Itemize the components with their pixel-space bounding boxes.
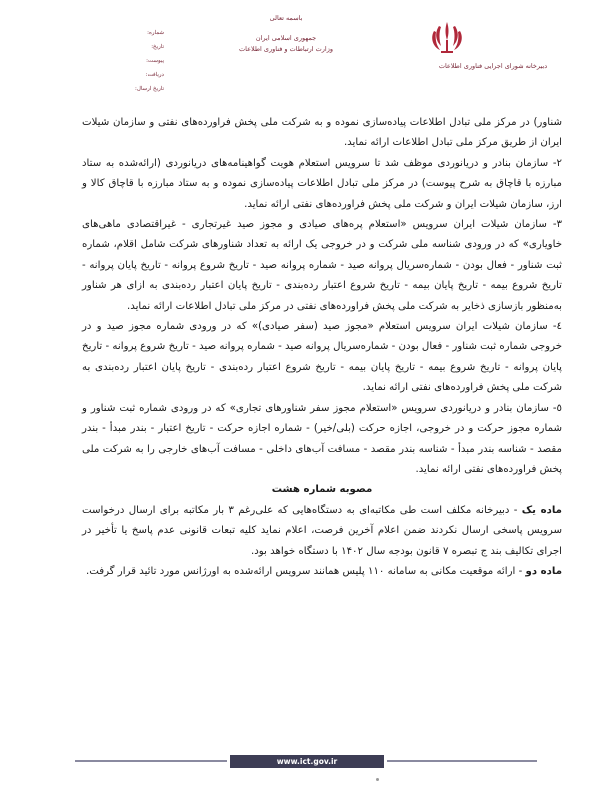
intro-paragraph: شناور) در مرکز ملی تبادل اطلاعات پیاده‌سازی نموده و به شرکت ملی پخش فراورده‌های نفتی و سازمان شیلات ایران از طریق مرکز ملی تبادل اطلاعات ارائه نماید. bbox=[82, 117, 562, 149]
letterhead bbox=[0, 0, 612, 110]
iran-emblem-icon bbox=[427, 18, 467, 58]
footer-rule-left bbox=[75, 760, 227, 762]
document-body bbox=[82, 113, 562, 582]
page-marker bbox=[376, 778, 379, 781]
article-1-text: - دبیرخانه مکلف است طی مکاتبه‌ای به دستگاه‌هایی که علی‌رغم ۳ بار مکاتبه برای ارسال درخواست سرویس پاسخی ارسال نکردند ضمن اعلام آخرین فرصت، اعلام نماید کلیه تبعات قانونی عدم پاسخ یا تأخیر در اجرای تکالیف بند ج تبصره ۷ قانون بودجه سال ۱۴۰۲ با دستگاه خواهد بود. bbox=[82, 504, 562, 557]
article-1-label: ماده یک bbox=[521, 504, 562, 516]
article-1 bbox=[82, 501, 562, 562]
article-2 bbox=[82, 562, 562, 582]
meta-received: دریافت: bbox=[145, 72, 164, 78]
item-3: ۳- سازمان شیلات ایران سرویس «استعلام پره‌های صیادی و مجوز صید غیرتجاری - غیراقتصادی ماهی‌های خاویاری» که در ورودی شناسه ملی شرکت و در خروجی یک ارائه به تعداد شناورهای شرکت شامل اقلام، شماره ثبت شناور - فعال بودن - شماره‌سریال پروانه صید - شماره پروانه صید - تاریخ شروع پروانه - تاریخ پایان پروانه - تاریخ شروع بیمه - تاریخ پایان بیمه - تاریخ شروع اعتبار رده‌بندی - تاریخ پایان اعتبار رده‌بندی به ازای هر شناور به‌منظور بازسازی ذخایر به شرکت ملی پخش فراورده‌های نفتی در مرکز ملی تبادل اطلاعات ارائه نماید. bbox=[82, 219, 562, 312]
meta-date: تاریخ: bbox=[151, 44, 164, 50]
meta-number: شماره: bbox=[147, 30, 164, 36]
item-4: ٤- سازمان شیلات ایران سرویس استعلام «مجوز صید (سفر صیادی)» که در ورودی شماره مجوز صید و در خروجی شماره ثبت شناور - فعال بودن - شماره‌سریال پروانه صید - شماره پروانه صید - تاریخ شروع پروانه - تاریخ پایان پروانه - تاریخ شروع بیمه - تاریخ پایان بیمه - تاریخ شروع اعتبار رده‌بندی - تاریخ پایان اعتبار رده‌بندی به شرکت ملی پخش فراورده‌های نفتی ارائه نماید. bbox=[82, 321, 562, 394]
section-heading: مصوبه شماره هشت bbox=[271, 484, 373, 496]
article-2-label: ماده دو bbox=[525, 565, 562, 577]
basmala: باسمه تعالی bbox=[269, 14, 303, 22]
letter-meta bbox=[118, 30, 164, 100]
meta-send-date: تاریخ ارسال: bbox=[134, 86, 164, 92]
item-5: ٥- سازمان بنادر و دریانوردی سرویس «استعلام مجوز سفر شناورهای تجاری» که در ورودی شماره ثبت شناور و شماره مجوز حرکت و در خروجی، اجازه حرکت (بلی/خیر) - شماره اجازه حرکت - تاریخ اعتبار - بندر مبدأ - بندر مقصد - شناسه بندر مبدأ - شناسه بندر مقصد - مسافت آب‌های داخلی - مسافت آب‌های خارجی را به شرکت ملی پخش فراورده‌های نفتی ارائه نماید. bbox=[82, 402, 562, 475]
council-name: دبیرخانه شورای اجرایی فناوری اطلاعات bbox=[438, 62, 548, 70]
footer-rule-right bbox=[387, 760, 537, 762]
meta-attachment: پیوست: bbox=[146, 58, 164, 64]
website-link[interactable]: www.ict.gov.ir bbox=[230, 755, 384, 768]
republic-name: جمهوری اسلامی ایران bbox=[255, 34, 317, 42]
item-2: ۲- سازمان بنادر و دریانوردی موظف شد تا سرویس استعلام هویت گواهینامه‌های دریانوردی (ارائه‌شده به ستاد مبارزه با قاچاق به شرح پیوست) در مرکز ملی تبادل اطلاعات پیاده‌سازی نموده و به ستاد مبارزه با قاچاق کالا و ارز، سازمان شیلات ایران و شرکت ملی پخش فراورده‌های نفتی ارائه نماید. bbox=[82, 157, 562, 210]
article-2-text: - ارائه موقعیت مکانی به سامانه ۱۱۰ پلیس همانند سرویس ارائه‌شده به اورژانس مورد تائید قرار گرفت. bbox=[85, 565, 526, 577]
header-center bbox=[216, 14, 356, 53]
ministry-name: وزارت ارتباطات و فناوری اطلاعات bbox=[239, 45, 333, 53]
